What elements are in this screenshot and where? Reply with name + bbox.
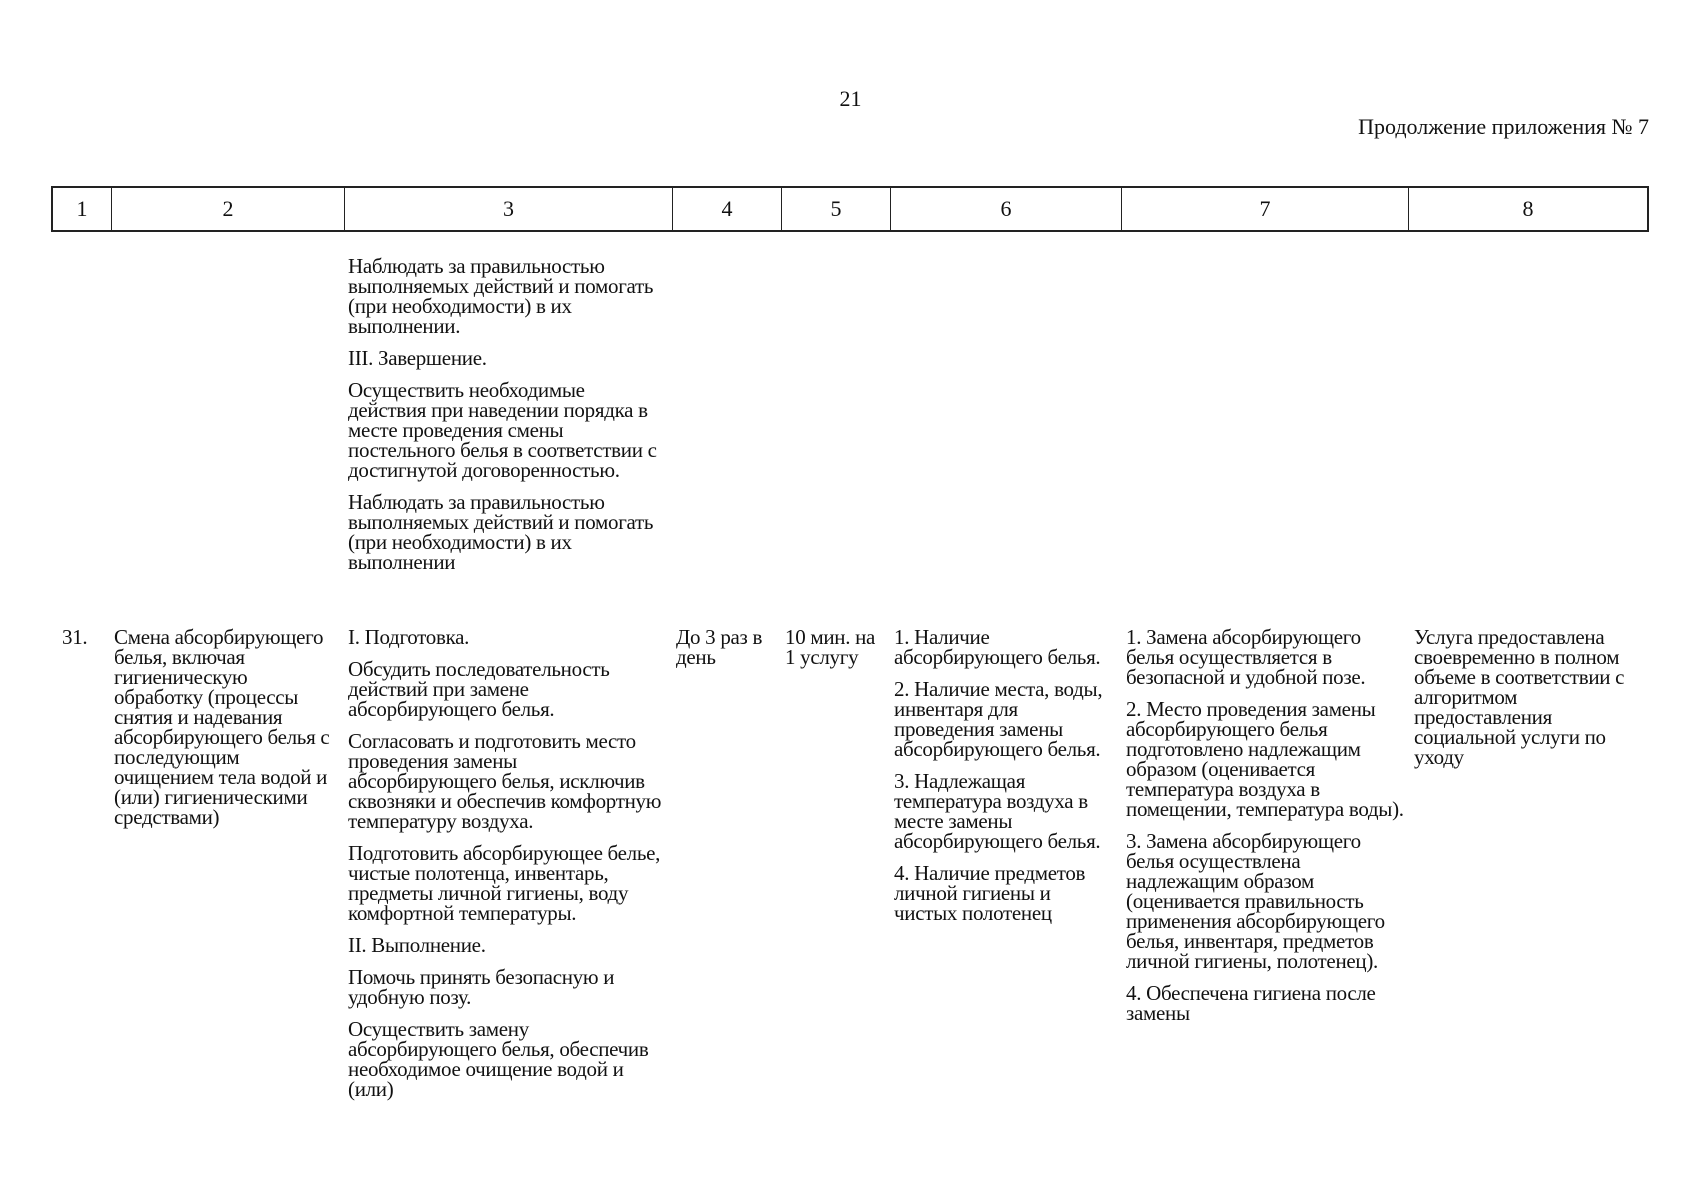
condition-item: 1. Наличие абсорбирующего белья. [894, 625, 1101, 669]
conditions-cell [894, 627, 1116, 935]
condition-item: 2. Наличие места, воды, инвентаря для проведения замены абсорбирующего белья. [894, 677, 1103, 761]
header-col-5: 5 [782, 188, 891, 230]
condition-item: 3. Надлежащая температура воздуха в месте замены абсорбирующего белья. [894, 769, 1101, 853]
procedure-paragraph: I. Подготовка. [348, 625, 470, 649]
duration-cell: 10 мин. на 1 услугу [785, 625, 876, 669]
procedure-cell [348, 627, 666, 1111]
header-col-2: 2 [112, 188, 345, 230]
quality-item: 2. Место проведения замены абсорбирующего белья подготовлено надлежащим образом (оценивается температура воздуха в помещении, температура воды). [1126, 697, 1404, 821]
procedure-paragraph: Наблюдать за правильностью выполняемых действий и помогать (при необходимости) в их выполнении [348, 490, 654, 574]
header-col-1: 1 [53, 188, 112, 230]
row-number: 31. [62, 625, 88, 649]
condition-item: 4. Наличие предметов личной гигиены и чистых полотенец [894, 861, 1086, 925]
service-name: Смена абсорбирующего белья, включая гигиеническую обработку (процессы снятия и надевания абсорбирующего белья с последующим очищением тела водой и (или) гигиеническими средствами) [114, 625, 330, 829]
table-header-row [51, 186, 1649, 232]
procedure-paragraph: Согласовать и подготовить место проведения замены абсорбирующего белья, исключив сквозняки и обеспечив комфортную температуру воздуха. [348, 729, 662, 833]
procedure-paragraph: Осуществить замену абсорбирующего белья, обеспечив необходимое очищение водой и (или) [348, 1017, 649, 1101]
procedure-paragraph: Наблюдать за правильностью выполняемых действий и помогать (при необходимости) в их выполнении. [348, 254, 654, 338]
procedure-paragraph: Подготовить абсорбирующее белье, чистые полотенца, инвентарь, предметы личной гигиены, воду комфортной температуры. [348, 841, 661, 925]
procedure-paragraph: II. Выполнение. [348, 933, 486, 957]
header-col-4: 4 [673, 188, 782, 230]
result-cell: Услуга предоставлена своевременно в полном объеме в соответствии с алгоритмом предоставления социальной услуги по уходу [1414, 625, 1625, 769]
procedure-paragraph: Обсудить последовательность действий при замене абсорбирующего белья. [348, 657, 610, 721]
quality-cell [1126, 627, 1406, 1035]
procedure-paragraph: III. Завершение. [348, 346, 487, 370]
procedure-paragraph: Осуществить необходимые действия при наведении порядка в месте проведения смены постельного белья в соответствии с достигнутой договоренностью. [348, 378, 657, 482]
header-col-3: 3 [345, 188, 673, 230]
continuation-procedure [348, 256, 666, 584]
appendix-note: Продолжение приложения № 7 [1358, 114, 1649, 139]
frequency-cell: До 3 раз в день [676, 625, 763, 669]
header-col-7: 7 [1122, 188, 1409, 230]
procedure-paragraph: Помочь принять безопасную и удобную позу. [348, 965, 615, 1009]
header-col-8: 8 [1522, 196, 1534, 221]
quality-item: 4. Обеспечена гигиена после замены [1126, 981, 1376, 1025]
quality-item: 3. Замена абсорбирующего белья осуществлена надлежащим образом (оценивается правильность применения абсорбирующего белья, инвентаря, предметов личной гигиены, полотенец). [1126, 829, 1385, 973]
header-col-6: 6 [891, 188, 1122, 230]
page-number: 21 [839, 86, 862, 111]
quality-item: 1. Замена абсорбирующего белья осуществляется в безопасной и удобной позе. [1126, 625, 1366, 689]
